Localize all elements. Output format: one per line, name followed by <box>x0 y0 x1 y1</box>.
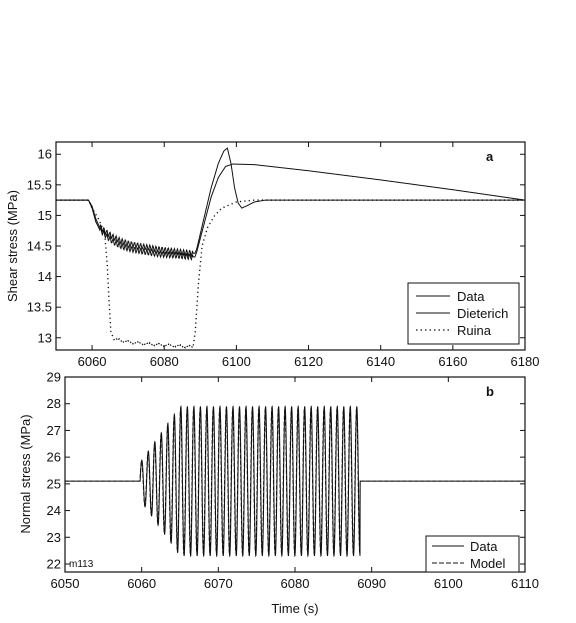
normal-stress-panel <box>18 370 539 617</box>
normal-stress-y-tick-label: 25 <box>46 476 61 492</box>
shear-stress-x-tick-label: 6120 <box>294 354 323 369</box>
shear-stress-x-tick-label: 6180 <box>510 354 540 369</box>
shear-stress-y-tick-label: 14.5 <box>26 238 52 254</box>
shear-stress-y-axis-label: Shear stress (MPa) <box>5 190 20 302</box>
normal-stress-x-axis-label: Time (s) <box>271 601 319 616</box>
normal-stress-x-tick-label: 6090 <box>357 576 387 591</box>
legend-label-model: Model <box>470 556 506 571</box>
legend-label-data-b: Data <box>470 539 498 554</box>
normal-stress-y-tick-label: 24 <box>46 503 61 519</box>
normal-stress-y-axis-label: Normal stress (MPa) <box>18 414 33 534</box>
series-line-data <box>56 148 525 256</box>
normal-stress-series <box>65 406 525 556</box>
shear-stress-y-tick-label: 13.5 <box>26 299 52 315</box>
normal-stress-x-tick-label: 6100 <box>433 576 463 591</box>
normal-stress-x-tick-label: 6060 <box>127 576 157 591</box>
legend-label-ruina: Ruina <box>457 323 491 338</box>
normal-stress-x-tick-label: 6080 <box>280 576 310 591</box>
shear-stress-y-tick-label: 15.5 <box>26 177 52 193</box>
shear-stress-x-tick-label: 6100 <box>221 354 251 369</box>
normal-stress-x-tick-label: 6070 <box>203 576 233 591</box>
legend-label-dieterich: Dieterich <box>457 306 509 321</box>
shear-stress-legend <box>408 283 519 344</box>
normal-stress-y-tick-label: 27 <box>46 422 61 438</box>
shear-stress-x-tick-label: 6060 <box>77 354 107 369</box>
panel-a-label: a <box>486 149 494 164</box>
normal-stress-legend <box>426 536 519 572</box>
shear-stress-x-tick-label: 6160 <box>438 354 468 369</box>
shear-stress-y-tick-label: 14 <box>37 269 52 285</box>
normal-stress-y-tick-label: 22 <box>46 556 61 572</box>
shear-stress-y-tick-label: 15 <box>37 207 52 223</box>
legend-label-data: Data <box>457 289 485 304</box>
normal-stress-x-tick-label: 6050 <box>50 576 80 591</box>
normal-stress-x-tick-label: 6110 <box>511 576 539 591</box>
normal-stress-y-tick-label: 29 <box>46 369 61 385</box>
shear-stress-x-tick-label: 6140 <box>366 354 396 369</box>
shear-stress-y-tick-label: 13 <box>37 330 52 346</box>
normal-stress-y-tick-label: 26 <box>46 449 61 465</box>
panel-b-label: b <box>486 384 494 399</box>
specimen-label: m113 <box>69 559 94 570</box>
normal-stress-y-tick-label: 28 <box>46 396 61 412</box>
shear-stress-panel <box>5 142 539 369</box>
normal-stress-y-tick-label: 23 <box>46 529 61 545</box>
shear-stress-y-tick-label: 16 <box>37 146 52 162</box>
shear-stress-x-tick-label: 6080 <box>149 354 179 369</box>
